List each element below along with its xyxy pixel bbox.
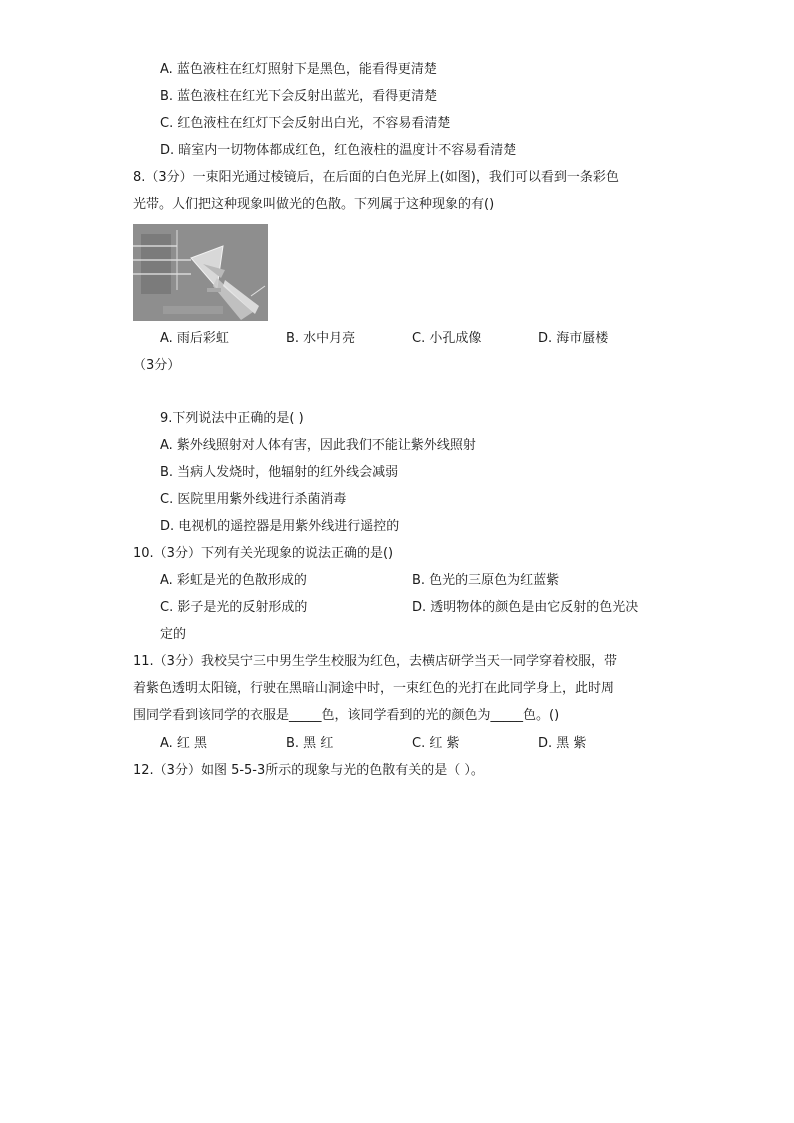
q8-stem-line1: 8.（3分）一束阳光通过棱镜后，在后面的白色光屏上(如图)，我们可以看到一条彩色 <box>133 170 619 185</box>
q11-stem-line1: 11.（3分）我校吴宁三中男生学生校服为红色，去横店研学当天一同学穿着校服，带 <box>133 654 617 669</box>
q9-option-d: D. 电视机的遥控器是用紫外线进行遥控的 <box>160 519 400 534</box>
q9-score: （3分） <box>133 358 181 373</box>
q12-stem: 12.（3分）如图 5-5-3所示的现象与光的色散有关的是（ ）。 <box>133 763 484 778</box>
q10-option-d: D. 透明物体的颜色是由它反射的色光决 <box>412 600 639 615</box>
prism-diagram <box>133 224 268 321</box>
q11-stem-line3: 围同学看到该同学的衣服是_____色，该同学看到的光的颜色为_____色。() <box>133 708 560 723</box>
q8-option-c: C. 小孔成像 <box>412 331 482 346</box>
q11-stem-line2: 着紫色透明太阳镜，行驶在黑暗山洞途中时，一束红色的光打在此同学身上，此时周 <box>133 681 615 696</box>
q11-option-a: A. 红 黑 <box>160 736 208 751</box>
q9-option-b: B. 当病人发烧时，他辐射的红外线会减弱 <box>160 465 399 480</box>
q8-option-d: D. 海市蜃楼 <box>538 331 609 346</box>
q10-option-c: C. 影子是光的反射形成的 <box>160 600 308 615</box>
q7-option-d: D. 暗室内一切物体都成红色，红色液柱的温度计不容易看清楚 <box>160 143 517 158</box>
q8-option-b: B. 水中月亮 <box>286 331 356 346</box>
q7-option-c: C. 红色液柱在红灯下会反射出白光，不容易看清楚 <box>160 116 451 131</box>
q8-stem-line2: 光带。人们把这种现象叫做光的色散。下列属于这种现象的有() <box>133 197 495 212</box>
q7-option-b: B. 蓝色液柱在红光下会反射出蓝光，看得更清楚 <box>160 89 438 104</box>
q11-option-d: D. 黑 紫 <box>538 736 587 751</box>
q7-option-a: A. 蓝色液柱在红灯照射下是黑色，能看得更清楚 <box>160 62 437 77</box>
q9-option-a: A. 紫外线照射对人体有害，因此我们不能让紫外线照射 <box>160 438 476 453</box>
q10-option-d-continued: 定的 <box>160 627 187 642</box>
q9-option-c: C. 医院里用紫外线进行杀菌消毒 <box>160 492 347 507</box>
q8-option-a: A. 雨后彩虹 <box>160 331 229 346</box>
prism-dispersion-figure <box>133 224 268 321</box>
q10-stem: 10.（3分）下列有关光现象的说法正确的是() <box>133 546 394 561</box>
q11-option-b: B. 黑 红 <box>286 736 334 751</box>
q10-option-b: B. 色光的三原色为红蓝紫 <box>412 573 560 588</box>
q9-stem: 9.下列说法中正确的是( ) <box>160 411 304 426</box>
q11-option-c: C. 红 紫 <box>412 736 460 751</box>
q10-option-a: A. 彩虹是光的色散形成的 <box>160 573 307 588</box>
